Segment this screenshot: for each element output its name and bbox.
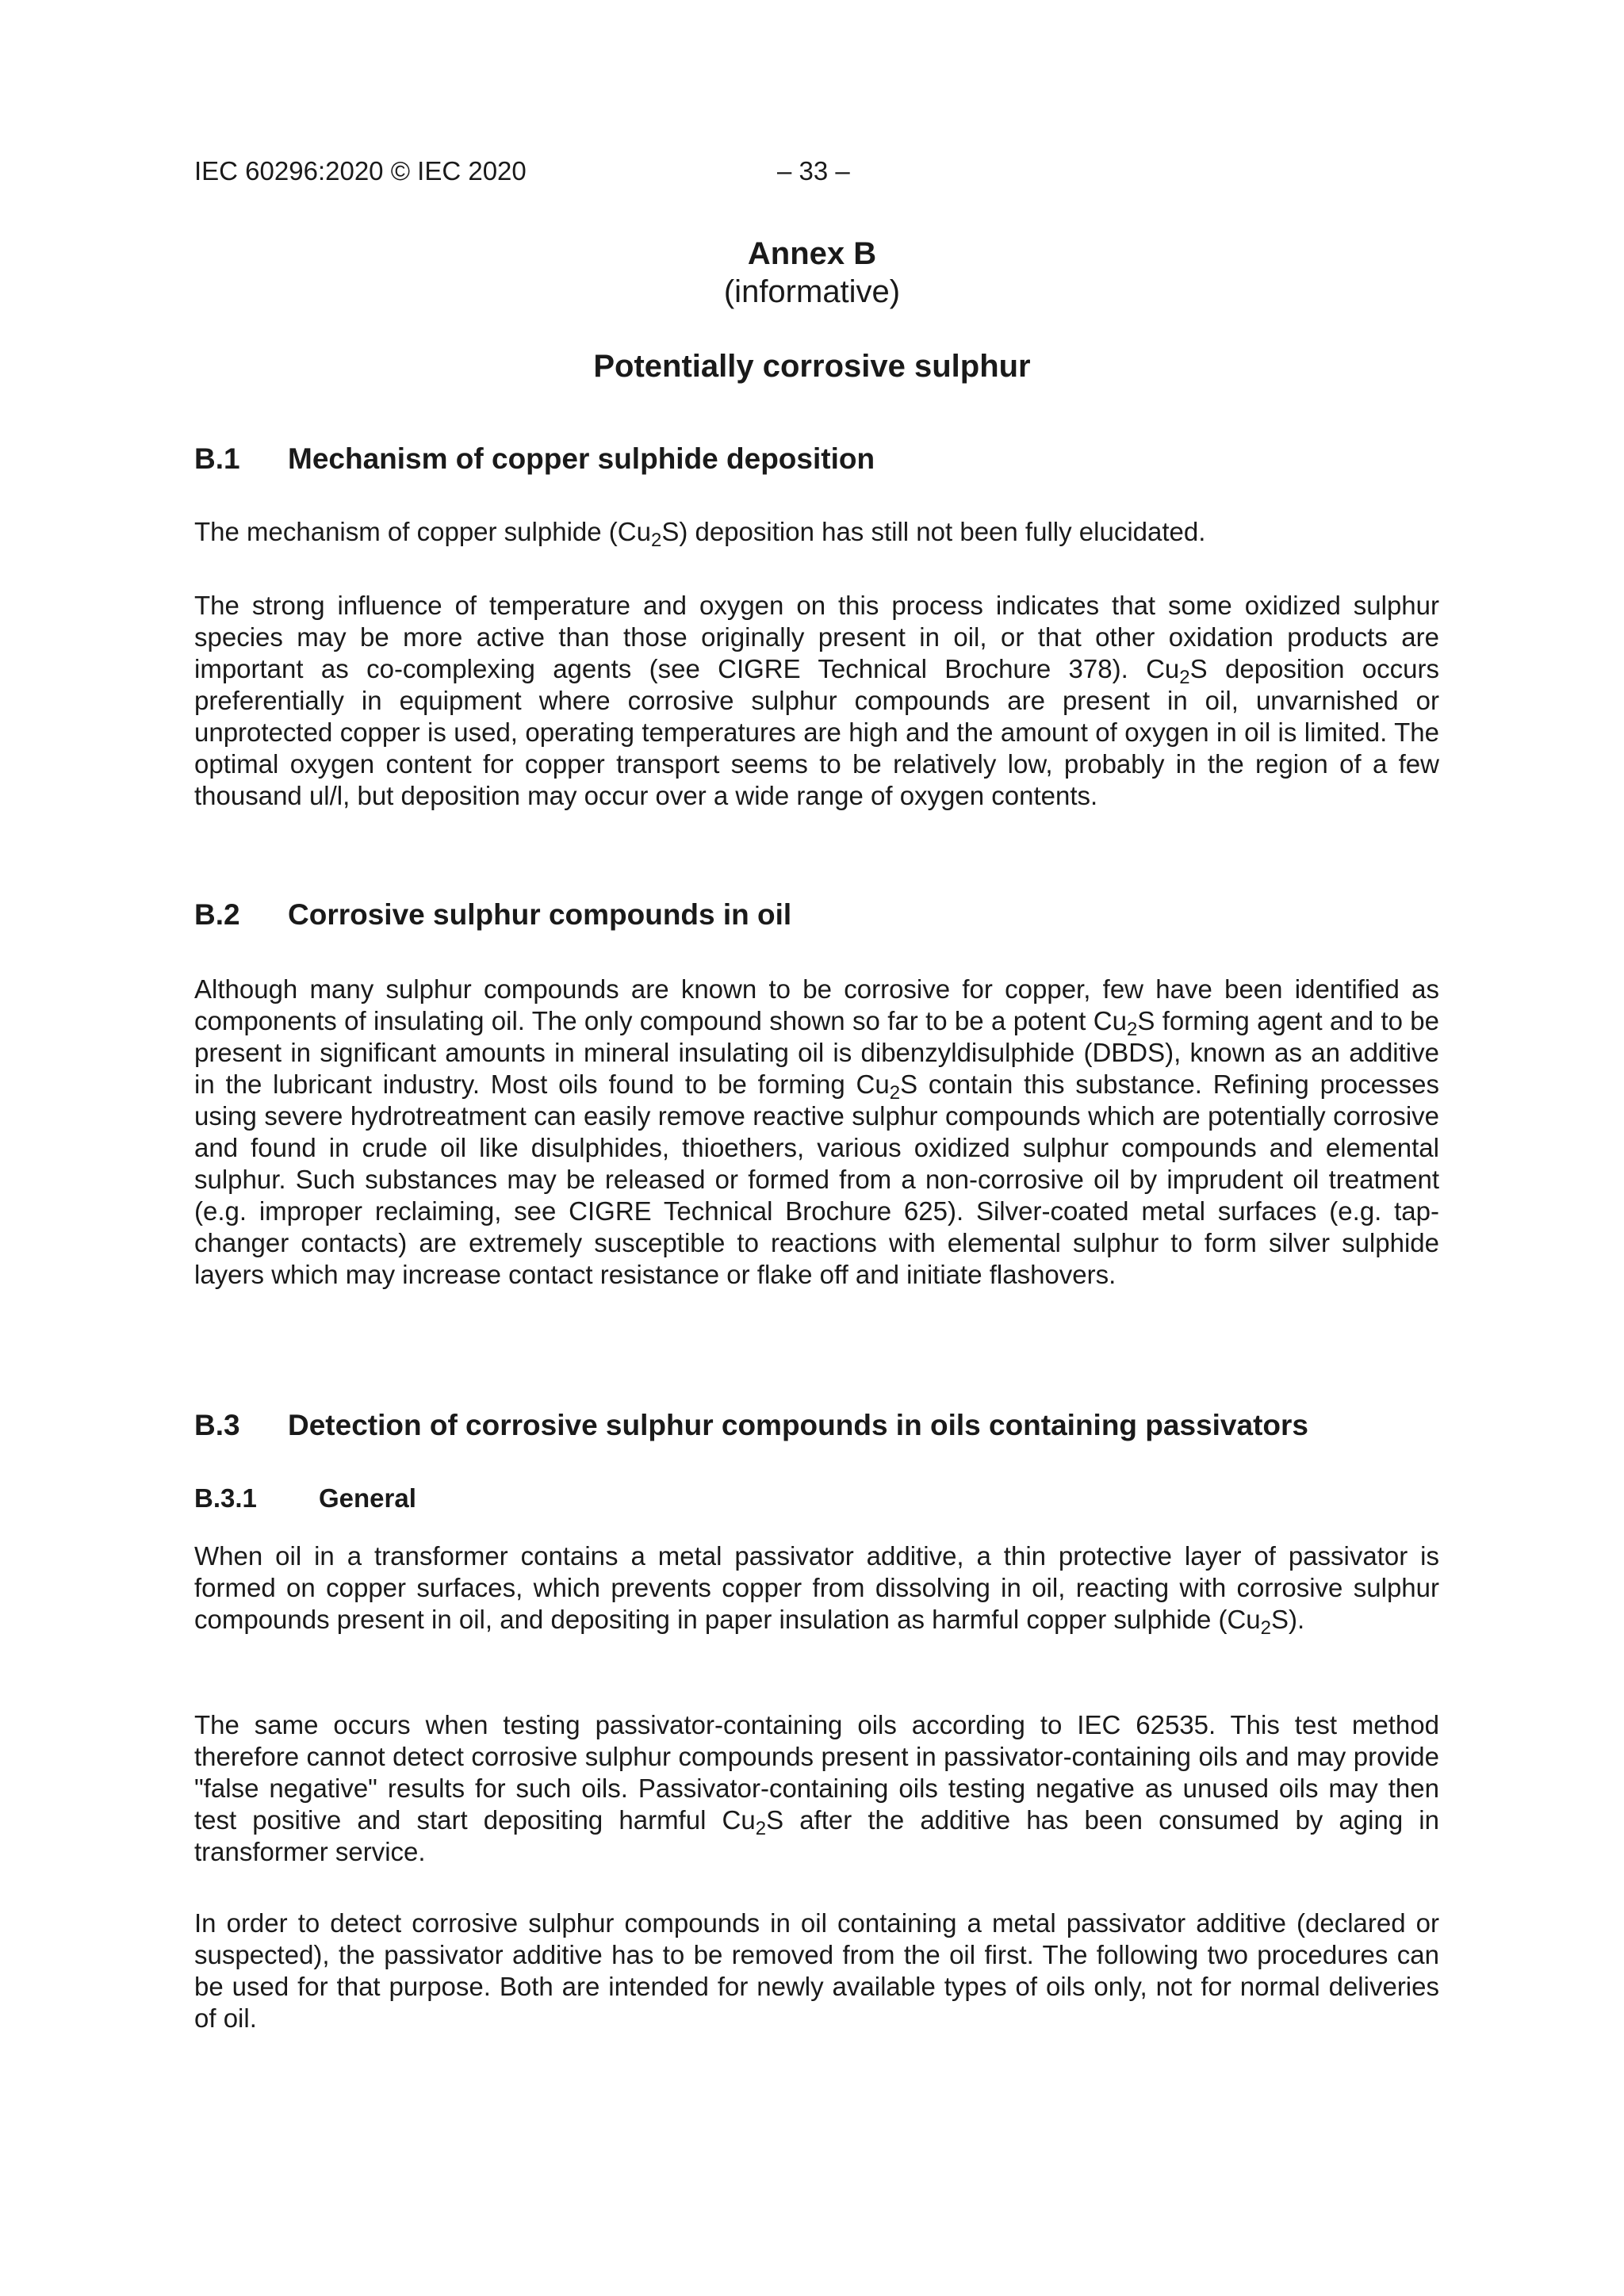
page-header-standard: IEC 60296:2020 © IEC 2020 [194,156,527,186]
paragraph-b31-2: The same occurs when testing passivator-containing oils according to IEC 62535. This test method therefore cannot detect corrosive sulphur compounds present in passivator-containing oils and may provide "false negative" results for such oils. Passivator-containing oils testing negative as unused oils may then test positive and start depositing harmful $Cu_2S$ after the additive has been consumed by aging in transformer service. [194,1710,1439,1866]
paragraph-b2-1: Although many sulphur compounds are known to be corrosive for copper, few have been identified as components of insulating oil. The only compound shown so far to be a potent $Cu_2S$ forming agent and to be present in significant amounts in mineral insulating oil is dibenzyldisulphide (DBDS), known as an additive in the lubricant industry. Most oils found to be forming $Cu_2S$ contain this substance. Refining processes using severe hydrotreatment can easily remove reactive sulphur compounds which are potentially corrosive and found in crude oil like disulphides, thioethers, various oxidized sulphur compounds and elemental sulphur. Such substances may be released or formed from a non-corrosive oil by imprudent oil treatment (e.g. improper reclaiming, see CIGRE Technical Brochure 625). Silver-coated metal surfaces (e.g. tap-changer contacts) are extremely susceptible to reactions with elemental sulphur to form silver sulphide layers which may increase contact resistance or flake off and initiate flashovers. [194,974,1440,1289]
subsection-title: General [319,1483,416,1513]
annex-title: Annex B [747,236,877,271]
subsection-heading-b31 [194,1483,416,1514]
paragraph-b1-1: The mechanism of copper sulphide $(Cu_2S)$ deposition has still not been fully elucidated. [194,517,1206,551]
subsection-number: B.3.1 [194,1483,257,1513]
section-number: B.1 [194,442,240,475]
paragraph-b31-3: In order to detect corrosive sulphur compounds in oil containing a metal passivator additive (declared or suspected), the passivator additive has to be removed from the oil first. The following two procedures can be used for that purpose. Both are intended for newly available types of oils only, not for normal deliveries of oil. [194,1908,1439,2033]
section-heading-b3 [194,1408,1308,1443]
section-number: B.2 [194,898,240,931]
paragraph-b1-2: The strong influence of temperature and oxygen on this process indicates that some oxidized sulphur species may be more active than those originally present in oil, or that other oxidation products are important as co-complexing agents (see CIGRE Technical Brochure 378). $Cu_2S$ deposition occurs preferentially in equipment where corrosive sulphur compounds are present in oil, unvarnished or unprotected copper is used, operating temperatures are high and the amount of oxygen in oil is limited. The optimal oxygen content for copper transport seems to be relatively low, probably in the region of a few thousand ul/l, but deposition may occur over a wide range of oxygen contents. [194,591,1439,810]
annex-heading: Potentially corrosive sulphur [593,349,1031,384]
section-heading-b1 [194,442,875,476]
section-title: Detection of corrosive sulphur compounds in oils containing passivators [288,1409,1308,1441]
section-title: Corrosive sulphur compounds in oil [288,898,792,931]
section-number: B.3 [194,1409,240,1441]
section-title: Mechanism of copper sulphide deposition [288,442,875,475]
paragraph-b31-1: When oil in a transformer contains a metal passivator additive, a thin protective layer of passivator is formed on copper surfaces, which prevents copper from dissolving in oil, reacting with corrosive sulphur compounds present in oil, and depositing in paper insulation as harmful copper sulphide $(Cu_2S)$. [194,1541,1439,1639]
section-heading-b2 [194,897,791,932]
annex-subtitle: (informative) [723,274,901,309]
page-number: – 33 – [777,156,850,186]
